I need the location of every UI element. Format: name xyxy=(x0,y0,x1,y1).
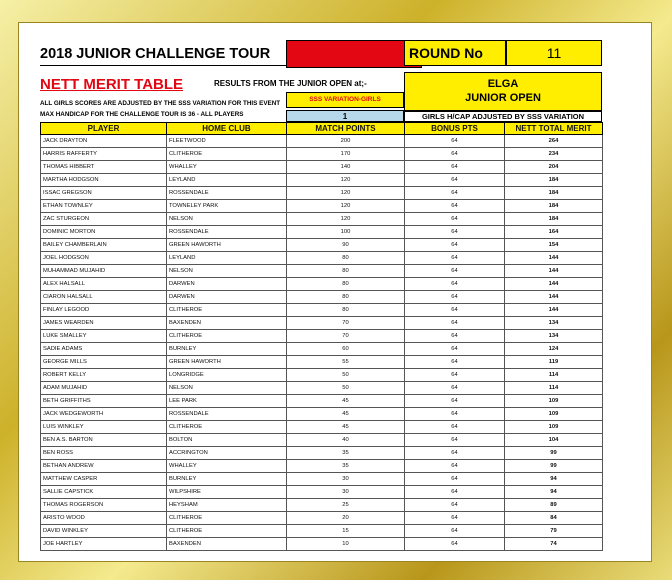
home-club: WILPSHIRE xyxy=(167,486,287,499)
home-club: BOLTON xyxy=(167,434,287,447)
table-row xyxy=(41,408,603,421)
nett-total: 109 xyxy=(505,408,603,421)
match-points: 90 xyxy=(287,239,405,252)
sss-variation-value: 1 xyxy=(286,110,404,122)
table-row xyxy=(41,382,603,395)
player-name: BEN ROSS xyxy=(41,447,167,460)
table-row xyxy=(41,343,603,356)
player-name: ISSAC GREGSON xyxy=(41,187,167,200)
red-banner-box xyxy=(286,40,422,68)
home-club: LEYLAND xyxy=(167,252,287,265)
player-name: FINLAY LEGOOD xyxy=(41,304,167,317)
bonus-points: 64 xyxy=(405,265,505,278)
table-row xyxy=(41,421,603,434)
nett-total: 114 xyxy=(505,382,603,395)
match-points: 200 xyxy=(287,135,405,148)
table-row xyxy=(41,330,603,343)
home-club: CLITHEROE xyxy=(167,421,287,434)
nett-total: 144 xyxy=(505,252,603,265)
home-club: NELSON xyxy=(167,265,287,278)
bonus-points: 64 xyxy=(405,395,505,408)
page-title: 2018 JUNIOR CHALLENGE TOUR xyxy=(40,46,271,62)
player-name: MATTHEW CASPER xyxy=(41,473,167,486)
nett-total: 204 xyxy=(505,161,603,174)
home-club: LEYLAND xyxy=(167,174,287,187)
bonus-points: 64 xyxy=(405,330,505,343)
nett-total: 144 xyxy=(505,265,603,278)
event-name-box xyxy=(404,72,602,112)
bonus-points: 64 xyxy=(405,278,505,291)
col-header-player: PLAYER xyxy=(41,123,167,135)
bonus-points: 64 xyxy=(405,200,505,213)
home-club: DARWEN xyxy=(167,291,287,304)
player-name: ROBERT KELLY xyxy=(41,369,167,382)
bonus-points: 64 xyxy=(405,512,505,525)
player-name: DOMINIC MORTON xyxy=(41,226,167,239)
player-name: THOMAS HIBBERT xyxy=(41,161,167,174)
home-club: HEYSHAM xyxy=(167,499,287,512)
player-name: LUKE SMALLEY xyxy=(41,330,167,343)
sss-variation-label: SSS VARIATION-GIRLS xyxy=(286,92,404,108)
home-club: TOWNELEY PARK xyxy=(167,200,287,213)
match-points: 20 xyxy=(287,512,405,525)
player-name: ETHAN TOWNLEY xyxy=(41,200,167,213)
round-value: 11 xyxy=(506,40,602,66)
nett-total: 134 xyxy=(505,330,603,343)
match-points: 35 xyxy=(287,447,405,460)
nett-total: 154 xyxy=(505,239,603,252)
results-sheet xyxy=(18,22,652,562)
bonus-points: 64 xyxy=(405,525,505,538)
girls-handicap-note: GIRLS H/CAP ADJUSTED BY SSS VARIATION xyxy=(404,110,602,122)
home-club: LONGRIDGE xyxy=(167,369,287,382)
bonus-points: 64 xyxy=(405,369,505,382)
nett-total: 234 xyxy=(505,148,603,161)
match-points: 140 xyxy=(287,161,405,174)
nett-total: 134 xyxy=(505,317,603,330)
bonus-points: 64 xyxy=(405,382,505,395)
nett-total: 109 xyxy=(505,421,603,434)
bonus-points: 64 xyxy=(405,421,505,434)
bonus-points: 64 xyxy=(405,473,505,486)
player-name: HARRIS RAFFERTY xyxy=(41,148,167,161)
table-row xyxy=(41,239,603,252)
match-points: 40 xyxy=(287,434,405,447)
table-row xyxy=(41,278,603,291)
player-name: DAVID WINKLEY xyxy=(41,525,167,538)
nett-total: 79 xyxy=(505,525,603,538)
match-points: 55 xyxy=(287,356,405,369)
bonus-points: 64 xyxy=(405,460,505,473)
match-points: 70 xyxy=(287,317,405,330)
bonus-points: 64 xyxy=(405,239,505,252)
table-row xyxy=(41,473,603,486)
table-row xyxy=(41,174,603,187)
bonus-points: 64 xyxy=(405,291,505,304)
home-club: CLITHEROE xyxy=(167,304,287,317)
home-club: GREEN HAWORTH xyxy=(167,239,287,252)
home-club: GREEN HAWORTH xyxy=(167,356,287,369)
player-name: SALLIE CAPSTICK xyxy=(41,486,167,499)
match-points: 80 xyxy=(287,265,405,278)
bonus-points: 64 xyxy=(405,174,505,187)
nett-total: 184 xyxy=(505,187,603,200)
nett-total: 184 xyxy=(505,213,603,226)
nett-total: 89 xyxy=(505,499,603,512)
player-name: ZAC STURGEON xyxy=(41,213,167,226)
match-points: 120 xyxy=(287,174,405,187)
table-row xyxy=(41,538,603,551)
nett-total: 164 xyxy=(505,226,603,239)
home-club: NELSON xyxy=(167,213,287,226)
table-row xyxy=(41,304,603,317)
bonus-points: 64 xyxy=(405,304,505,317)
table-row xyxy=(41,161,603,174)
match-points: 25 xyxy=(287,499,405,512)
match-points: 50 xyxy=(287,382,405,395)
table-row xyxy=(41,525,603,538)
player-name: BAILEY CHAMBERLAIN xyxy=(41,239,167,252)
home-club: CLITHEROE xyxy=(167,330,287,343)
table-row xyxy=(41,447,603,460)
player-name: GEORGE MILLS xyxy=(41,356,167,369)
player-name: BEN A.S. BARTON xyxy=(41,434,167,447)
bonus-points: 64 xyxy=(405,148,505,161)
home-club: BAXENDEN xyxy=(167,538,287,551)
table-row xyxy=(41,252,603,265)
bonus-points: 64 xyxy=(405,161,505,174)
home-club: FLEETWOOD xyxy=(167,135,287,148)
player-name: ARISTO WOOD xyxy=(41,512,167,525)
col-header-match-points: MATCH POINTS xyxy=(287,123,405,135)
player-name: ADAM MUJAHID xyxy=(41,382,167,395)
match-points: 45 xyxy=(287,408,405,421)
bonus-points: 64 xyxy=(405,187,505,200)
match-points: 50 xyxy=(287,369,405,382)
match-points: 120 xyxy=(287,187,405,200)
table-row xyxy=(41,213,603,226)
nett-total: 99 xyxy=(505,460,603,473)
match-points: 60 xyxy=(287,343,405,356)
bonus-points: 64 xyxy=(405,135,505,148)
nett-total: 74 xyxy=(505,538,603,551)
col-header-nett-total: NETT TOTAL MERIT xyxy=(505,123,603,135)
match-points: 15 xyxy=(287,525,405,538)
player-name: JACK WEDGEWORTH xyxy=(41,408,167,421)
table-header-row xyxy=(41,123,603,135)
home-club: WHALLEY xyxy=(167,460,287,473)
table-row xyxy=(41,200,603,213)
player-name: LUIS WINKLEY xyxy=(41,421,167,434)
player-name: SADIE ADAMS xyxy=(41,343,167,356)
player-name: JACK DRAYTON xyxy=(41,135,167,148)
nett-total: 119 xyxy=(505,356,603,369)
home-club: DARWEN xyxy=(167,278,287,291)
home-club: CLITHEROE xyxy=(167,512,287,525)
nett-total: 94 xyxy=(505,486,603,499)
player-name: ALEX HALSALL xyxy=(41,278,167,291)
table-row xyxy=(41,148,603,161)
match-points: 80 xyxy=(287,252,405,265)
bonus-points: 64 xyxy=(405,499,505,512)
table-row xyxy=(41,460,603,473)
match-points: 120 xyxy=(287,213,405,226)
nett-total: 184 xyxy=(505,174,603,187)
match-points: 70 xyxy=(287,330,405,343)
match-points: 30 xyxy=(287,473,405,486)
table-row xyxy=(41,434,603,447)
table-row xyxy=(41,486,603,499)
player-name: CIARON HALSALL xyxy=(41,291,167,304)
table-row xyxy=(41,291,603,304)
bonus-points: 64 xyxy=(405,434,505,447)
match-points: 80 xyxy=(287,291,405,304)
match-points: 100 xyxy=(287,226,405,239)
table-body xyxy=(41,135,603,551)
bonus-points: 64 xyxy=(405,408,505,421)
table-row xyxy=(41,317,603,330)
player-name: JAMES WEARDEN xyxy=(41,317,167,330)
event-name-line1: ELGA xyxy=(487,78,519,90)
table-row xyxy=(41,265,603,278)
table-row xyxy=(41,512,603,525)
bonus-points: 64 xyxy=(405,226,505,239)
table-row xyxy=(41,135,603,148)
table-row xyxy=(41,356,603,369)
nett-total: 184 xyxy=(505,200,603,213)
nett-total: 94 xyxy=(505,473,603,486)
player-name: JOE HARTLEY xyxy=(41,538,167,551)
home-club: ACCRINGTON xyxy=(167,447,287,460)
match-points: 10 xyxy=(287,538,405,551)
home-club: BAXENDEN xyxy=(167,317,287,330)
bonus-points: 64 xyxy=(405,538,505,551)
event-name-line2: JUNIOR OPEN xyxy=(465,92,541,104)
match-points: 30 xyxy=(287,486,405,499)
bonus-points: 64 xyxy=(405,343,505,356)
nett-total: 114 xyxy=(505,369,603,382)
nett-total: 264 xyxy=(505,135,603,148)
match-points: 170 xyxy=(287,148,405,161)
nett-total: 99 xyxy=(505,447,603,460)
nett-total: 104 xyxy=(505,434,603,447)
home-club: WHALLEY xyxy=(167,161,287,174)
match-points: 120 xyxy=(287,200,405,213)
max-handicap-note: MAX HANDICAP FOR THE CHALLENGE TOUR IS 36 - ALL PLAYERS xyxy=(40,111,286,123)
table-row xyxy=(41,369,603,382)
player-name: BETHAN ANDREW xyxy=(41,460,167,473)
match-points: 35 xyxy=(287,460,405,473)
round-label: ROUND No xyxy=(404,40,506,66)
bonus-points: 64 xyxy=(405,356,505,369)
table-row xyxy=(41,395,603,408)
merit-table xyxy=(40,122,603,551)
nett-total: 109 xyxy=(505,395,603,408)
table-row xyxy=(41,499,603,512)
nett-total: 144 xyxy=(505,278,603,291)
home-club: LEE PARK xyxy=(167,395,287,408)
player-name: JOEL HODGSON xyxy=(41,252,167,265)
home-club: NELSON xyxy=(167,382,287,395)
match-points: 80 xyxy=(287,278,405,291)
home-club: CLITHEROE xyxy=(167,525,287,538)
nett-total: 124 xyxy=(505,343,603,356)
player-name: BETH GRIFFITHS xyxy=(41,395,167,408)
bonus-points: 64 xyxy=(405,486,505,499)
home-club: BURNLEY xyxy=(167,473,287,486)
bonus-points: 64 xyxy=(405,252,505,265)
table-row xyxy=(41,226,603,239)
home-club: CLITHEROE xyxy=(167,148,287,161)
col-header-home-club: HOME CLUB xyxy=(167,123,287,135)
nett-total: 144 xyxy=(505,304,603,317)
nett-total: 144 xyxy=(505,291,603,304)
home-club: BURNLEY xyxy=(167,343,287,356)
match-points: 45 xyxy=(287,421,405,434)
player-name: MARTHA HODGSON xyxy=(41,174,167,187)
table-row xyxy=(41,187,603,200)
nett-total: 84 xyxy=(505,512,603,525)
results-from-label: RESULTS FROM THE JUNIOR OPEN at;- xyxy=(214,79,367,88)
home-club: ROSSENDALE xyxy=(167,408,287,421)
home-club: ROSSENDALE xyxy=(167,187,287,200)
col-header-bonus-pts: BONUS PTS xyxy=(405,123,505,135)
player-name: MUHAMMAD MUJAHID xyxy=(41,265,167,278)
nett-merit-title: NETT MERIT TABLE xyxy=(40,76,184,93)
adjust-note: ALL GIRLS SCORES ARE ADJUSTED BY THE SSS VARIATION FOR THIS EVENT xyxy=(40,100,281,107)
bonus-points: 64 xyxy=(405,213,505,226)
bonus-points: 64 xyxy=(405,447,505,460)
bonus-points: 64 xyxy=(405,317,505,330)
home-club: ROSSENDALE xyxy=(167,226,287,239)
player-name: THOMAS ROGERSON xyxy=(41,499,167,512)
match-points: 80 xyxy=(287,304,405,317)
match-points: 45 xyxy=(287,395,405,408)
title-underline xyxy=(40,65,290,66)
